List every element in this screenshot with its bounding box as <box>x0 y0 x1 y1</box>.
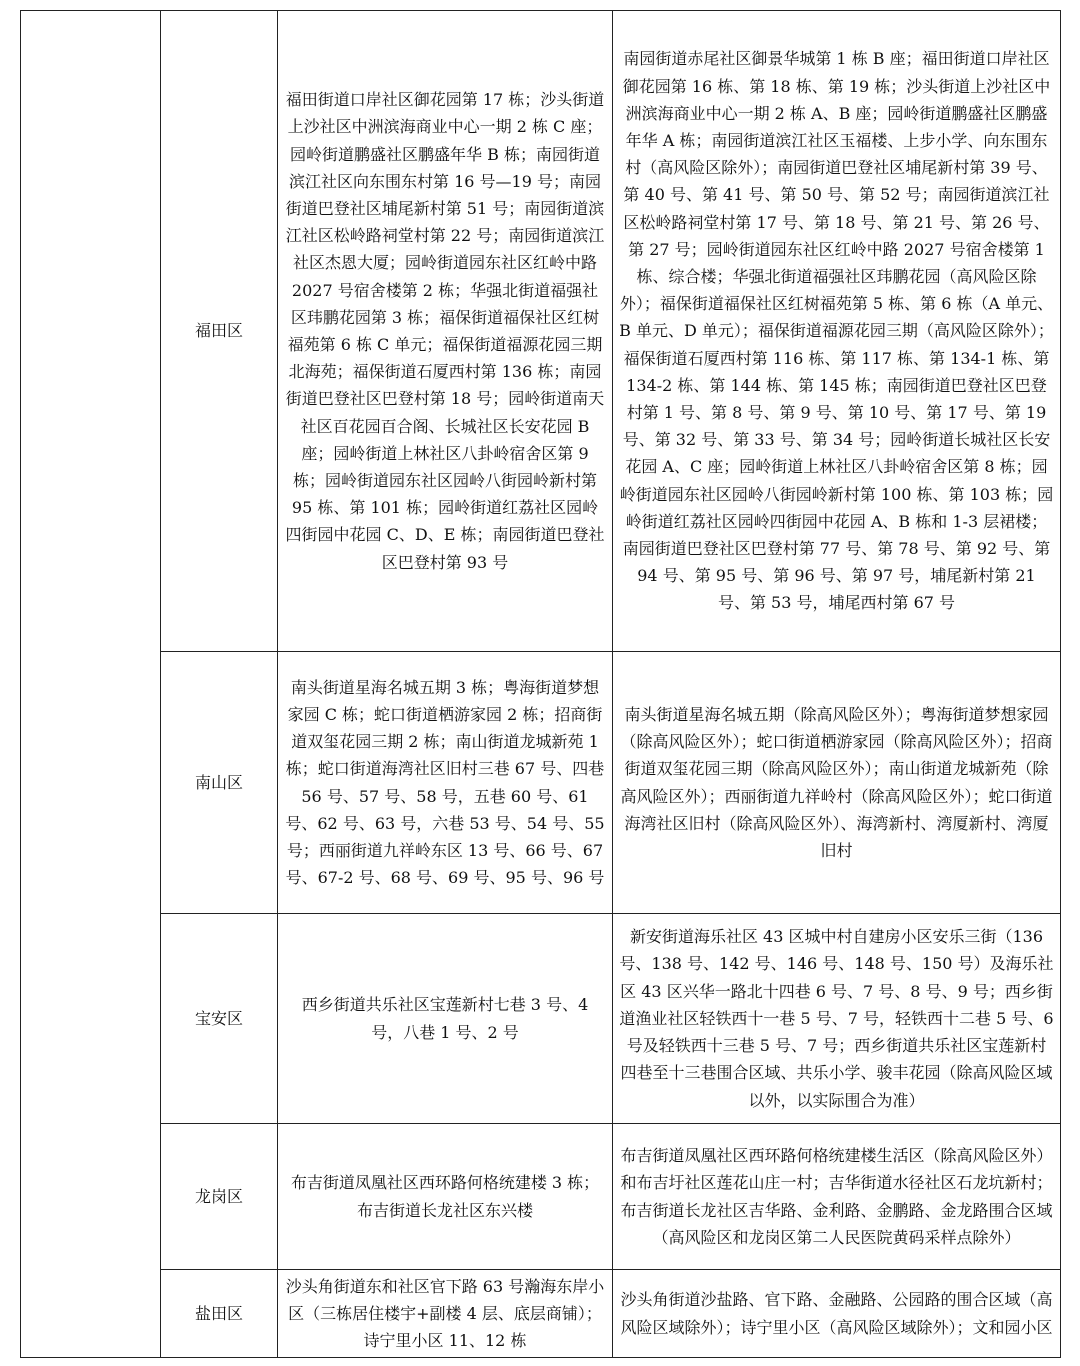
high-risk-cell: 南头街道星海名城五期 3 栋；粤海街道梦想家园 C 栋；蛇口街道栖游家园 2 栋；招商街道双玺花园三期 2 栋；南山街道龙城新苑 1 栋；蛇口街道海湾社区旧村三巷 67 号、四巷 56 号、57 号、58 号，五巷 60 号、61 号、62 号、63 号，六巷 53 号、54 号、55 号；西丽街道九祥岭东区 13 号、66 号、67 号、67-2 号、68 号、69 号、95 号、96 号 <box>278 652 613 914</box>
table-row <box>21 1270 1061 1358</box>
mid-risk-cell: 南园街道赤尾社区御景华城第 1 栋 B 座；福田街道口岸社区御花园第 16 栋、第 18 栋、第 19 栋；沙头街道上沙社区中洲滨海商业中心一期 2 栋 A、B 座；园岭街道鹏盛社区鹏盛年华 A 栋；南园街道滨江社区玉福楼、上步小学、向东围东村（高风险区除外）；南园街道巴登社区埔尾新村第 39 号、第 40 号、第 41 号、第 50 号、第 52 号；南园街道滨江社区松岭路祠堂村第 17 号、第 18 号、第 21 号、第 26 号、第 27 号；园岭街道园东社区红岭中路 2027 号宿舍楼第 1 栋、综合楼；华强北街道福强社区玮鹏花园（高风险区除外）；福保街道福保社区红树福苑第 5 栋、第 6 栋（A 单元、B 单元、D 单元）；福保街道福源花园三期（高风险区除外）；福保街道石厦西村第 116 栋、第 117 栋、第 134-1 栋、第 134-2 栋、第 144 栋、第 145 栋；南园街道巴登社区巴登村第 1 号、第 8 号、第 9 号、第 10 号、第 17 号、第 19 号、第 32 号、第 33 号、第 34 号；园岭街道长城社区长安花园 A、C 座；园岭街道上林社区八卦岭宿舍区第 8 栋；园岭街道园东社区园岭八街园岭新村第 100 栋、第 103 栋；园岭街道红荔社区园岭四街园中花园 A、B 栋和 1-3 层裙楼；南园街道巴登社区巴登村第 77 号、第 78 号、第 92 号、第 94 号、第 95 号、第 96 号、第 97 号，埔尾新村第 21 号、第 53 号，埔尾西村第 67 号 <box>613 11 1061 652</box>
high-risk-cell: 沙头角街道东和社区官下路 63 号瀚海东岸小区（三栋居住楼宇+副楼 4 层、底层商铺）；诗宁里小区 11、12 栋 <box>278 1270 613 1358</box>
mid-risk-cell: 沙头角街道沙盐路、官下路、金融路、公园路的围合区域（高风险区域除外）；诗宁里小区（高风险区域除外）；文和园小区 <box>613 1270 1061 1358</box>
district-cell: 宝安区 <box>161 914 278 1124</box>
table-row <box>21 914 1061 1124</box>
high-risk-cell: 布吉街道凤凰社区西环路何格统建楼 3 栋；布吉街道长龙社区东兴楼 <box>278 1124 613 1270</box>
mid-risk-cell: 新安街道海乐社区 43 区城中村自建房小区安乐三街（136 号、138 号、142 号、146 号、148 号、150 号）及海乐社区 43 区兴华一路北十四巷 6 号、7 号、8 号、9 号；西乡街道渔业社区轻铁西十一巷 5 号、7 号，轻铁西十二巷 5 号、6 号及轻铁西十三巷 5 号、7 号；西乡街道共乐社区宝莲新村四巷至十三巷围合区域、共乐小学、骏丰花园（除高风险区域以外，以实际围合为准） <box>613 914 1061 1124</box>
risk-area-table <box>20 10 1061 1358</box>
table-row <box>21 652 1061 914</box>
high-risk-cell: 西乡街道共乐社区宝莲新村七巷 3 号、4 号，八巷 1 号、2 号 <box>278 914 613 1124</box>
district-cell: 南山区 <box>161 652 278 914</box>
mid-risk-cell: 布吉街道凤凰社区西环路何格统建楼生活区（除高风险区外）和布吉圩社区莲花山庄一村；吉华街道水径社区石龙坑新村；布吉街道长龙社区吉华路、金利路、金鹏路、金龙路围合区域（高风险区和龙岗区第二人民医院黄码采样点除外） <box>613 1124 1061 1270</box>
table-row <box>21 1124 1061 1270</box>
district-cell: 福田区 <box>161 11 278 652</box>
district-cell: 龙岗区 <box>161 1124 278 1270</box>
table-row <box>21 11 1061 652</box>
mid-risk-cell: 南头街道星海名城五期（除高风险区外）；粤海街道梦想家园（除高风险区外）；蛇口街道栖游家园（除高风险区外）；招商街道双玺花园三期（除高风险区外）；南山街道龙城新苑（除高风险区外）；西丽街道九祥岭村（除高风险区外）；蛇口街道海湾社区旧村（除高风险区外）、海湾新村、湾厦新村、湾厦旧村 <box>613 652 1061 914</box>
district-cell: 盐田区 <box>161 1270 278 1358</box>
high-risk-cell: 福田街道口岸社区御花园第 17 栋；沙头街道上沙社区中洲滨海商业中心一期 2 栋 C 座；园岭街道鹏盛社区鹏盛年华 B 栋；南园街道滨江社区向东围东村第 16 号—19 号；南园街道巴登社区埔尾新村第 51 号；南园街道滨江社区松岭路祠堂村第 22 号；南园街道滨江社区杰恩大厦；园岭街道园东社区红岭中路 2027 号宿舍楼第 2 栋；华强北街道福强社区玮鹏花园第 3 栋；福保街道福保社区红树福苑第 6 栋 C 单元；福保街道福源花园三期北海苑；福保街道石厦西村第 136 栋；南园街道巴登社区巴登村第 18 号；园岭街道南天社区百花园百合阁、长城社区长安花园 B 座；园岭街道上林社区八卦岭宿舍区第 9 栋；园岭街道园东社区园岭八街园岭新村第 95 栋、第 101 栋；园岭街道红荔社区园岭四街园中花园 C、D、E 栋；南园街道巴登社区巴登村第 93 号 <box>278 11 613 652</box>
merged-region-cell <box>21 11 161 1358</box>
